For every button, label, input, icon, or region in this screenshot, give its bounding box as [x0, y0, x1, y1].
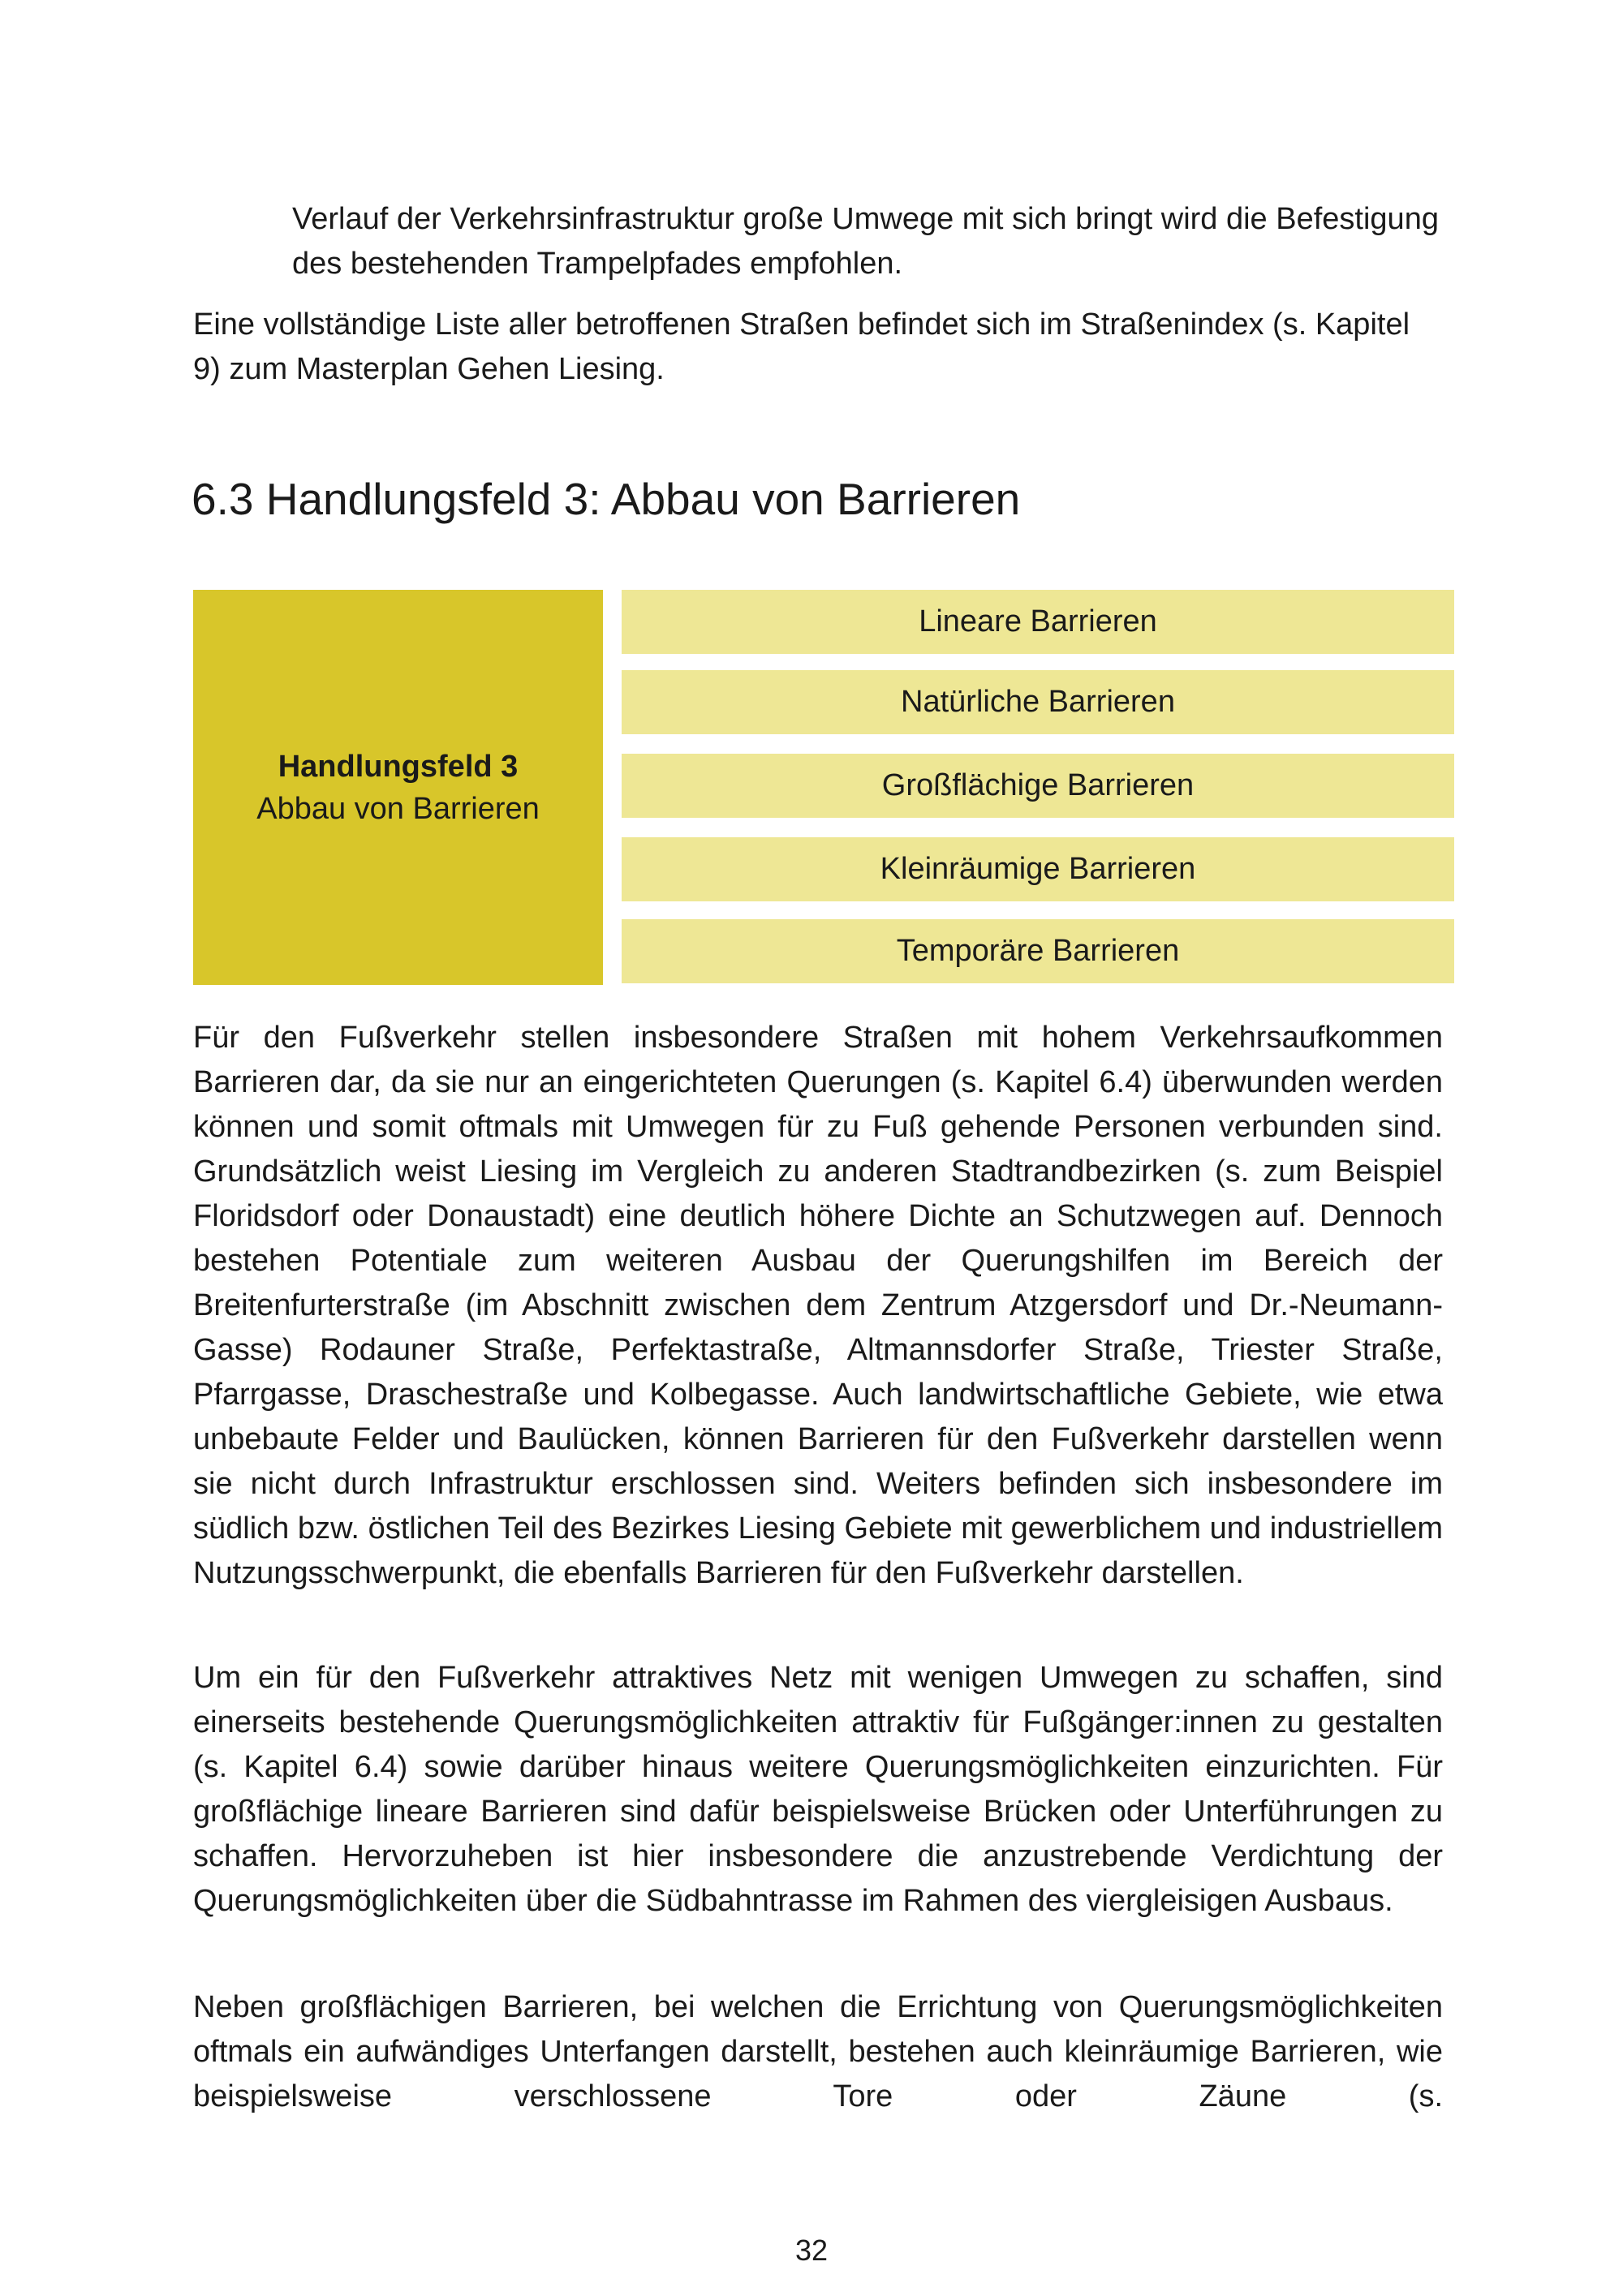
body-paragraph: [193, 1985, 1443, 2119]
barrier-item-kleinraeumige: Kleinräumige Barrieren: [622, 837, 1454, 901]
page-number: 32: [794, 2234, 829, 2267]
barrier-item-natuerliche: Natürliche Barrieren: [622, 670, 1454, 734]
handlungsfeld-box: [193, 590, 603, 985]
list-item-continuation: Verlauf der Verkehrsinfrastruktur große Umwege mit sich bringt wird die Befestigung des bestehenden Trampelpfades empfohlen.: [292, 202, 1439, 281]
body-paragraph: Für den Fußverkehr stellen insbesondere Straßen mit hohem Verkehrsaufkommen Barrieren dar, da sie nur an eingerichteten Querungen (s. Kapitel 6.4) überwunden werden können und somit oftmals mit Umwegen für zu Fuß gehende Personen verbunden sind. Grundsätzlich weist Liesing im Vergleich zu anderen Stadtrandbezirken (s. zum Beispiel Floridsdorf oder Donaustadt) eine deutlich höhere Dichte an Schutzwegen auf. Dennoch bestehen Potentiale zum weiteren Ausbau der Querungshilfen im Bereich der Breitenfurterstraße (im Abschnitt zwischen dem Zentrum Atzgersdorf und Dr.-Neumann-Gasse) Rodauner Straße, Perfektastraße, Altmannsdorfer Straße, Triester Straße, Pfarrgasse, Draschestraße und Kolbegasse. Auch landwirtschaftliche Gebiete, wie etwa unbebaute Felder und Baulücken, können Barrieren für den Fußverkehr darstellen wenn sie nicht durch Infrastruktur erschlossen sind. Weiters befinden sich insbesondere im südlich bzw. östlichen Teil des Bezirkes Liesing Gebiete mit gewerblichem und industriellem Nutzungsschwerpunkt, die ebenfalls Barrieren für den Fußverkehr darstellen.: [193, 1021, 1443, 1590]
barrier-item-temporaere: Temporäre Barrieren: [622, 919, 1454, 983]
body-paragraph-text: Neben großflächigen Barrieren, bei welchen die Errichtung von Querungsmöglichkeiten oftmals ein aufwändiges Unterfangen darstellt, bestehen auch kleinräumige Barrieren, wie beispielsweise verschlossene Tore oder Zäune (s.: [193, 1990, 1443, 2113]
barrier-item-lineare: Lineare Barrieren: [622, 590, 1454, 654]
body-paragraph: Um ein für den Fußverkehr attraktives Netz mit wenigen Umwegen zu schaffen, sind einerseits bestehende Querungsmöglichkeiten attraktiv für Fußgänger:innen zu gestalten (s. Kapitel 6.4) sowie darüber hinaus weitere Querungsmöglichkeiten einzurichten. Für großflächige lineare Barrieren sind dafür beispielsweise Brücken oder Unterführungen zu schaffen. Hervorzuheben ist hier insbesondere die anzustrebende Verdichtung der Querungsmöglichkeiten über die Südbahntrasse im Rahmen des viergleisigen Ausbaus.: [193, 1661, 1443, 1918]
section-heading: 6.3 Handlungsfeld 3: Abbau von Barrieren: [192, 474, 1021, 524]
handlungsfeld-subtitle: Abbau von Barrieren: [256, 791, 540, 826]
handlungsfeld-title: Handlungsfeld 3: [278, 749, 519, 784]
barrier-item-grossflaechige: Großflächige Barrieren: [622, 754, 1454, 818]
intro-paragraph: Eine vollständige Liste aller betroffenen Straßen befindet sich im Straßenindex (s. Kapitel 9) zum Masterplan Gehen Liesing.: [193, 307, 1410, 386]
